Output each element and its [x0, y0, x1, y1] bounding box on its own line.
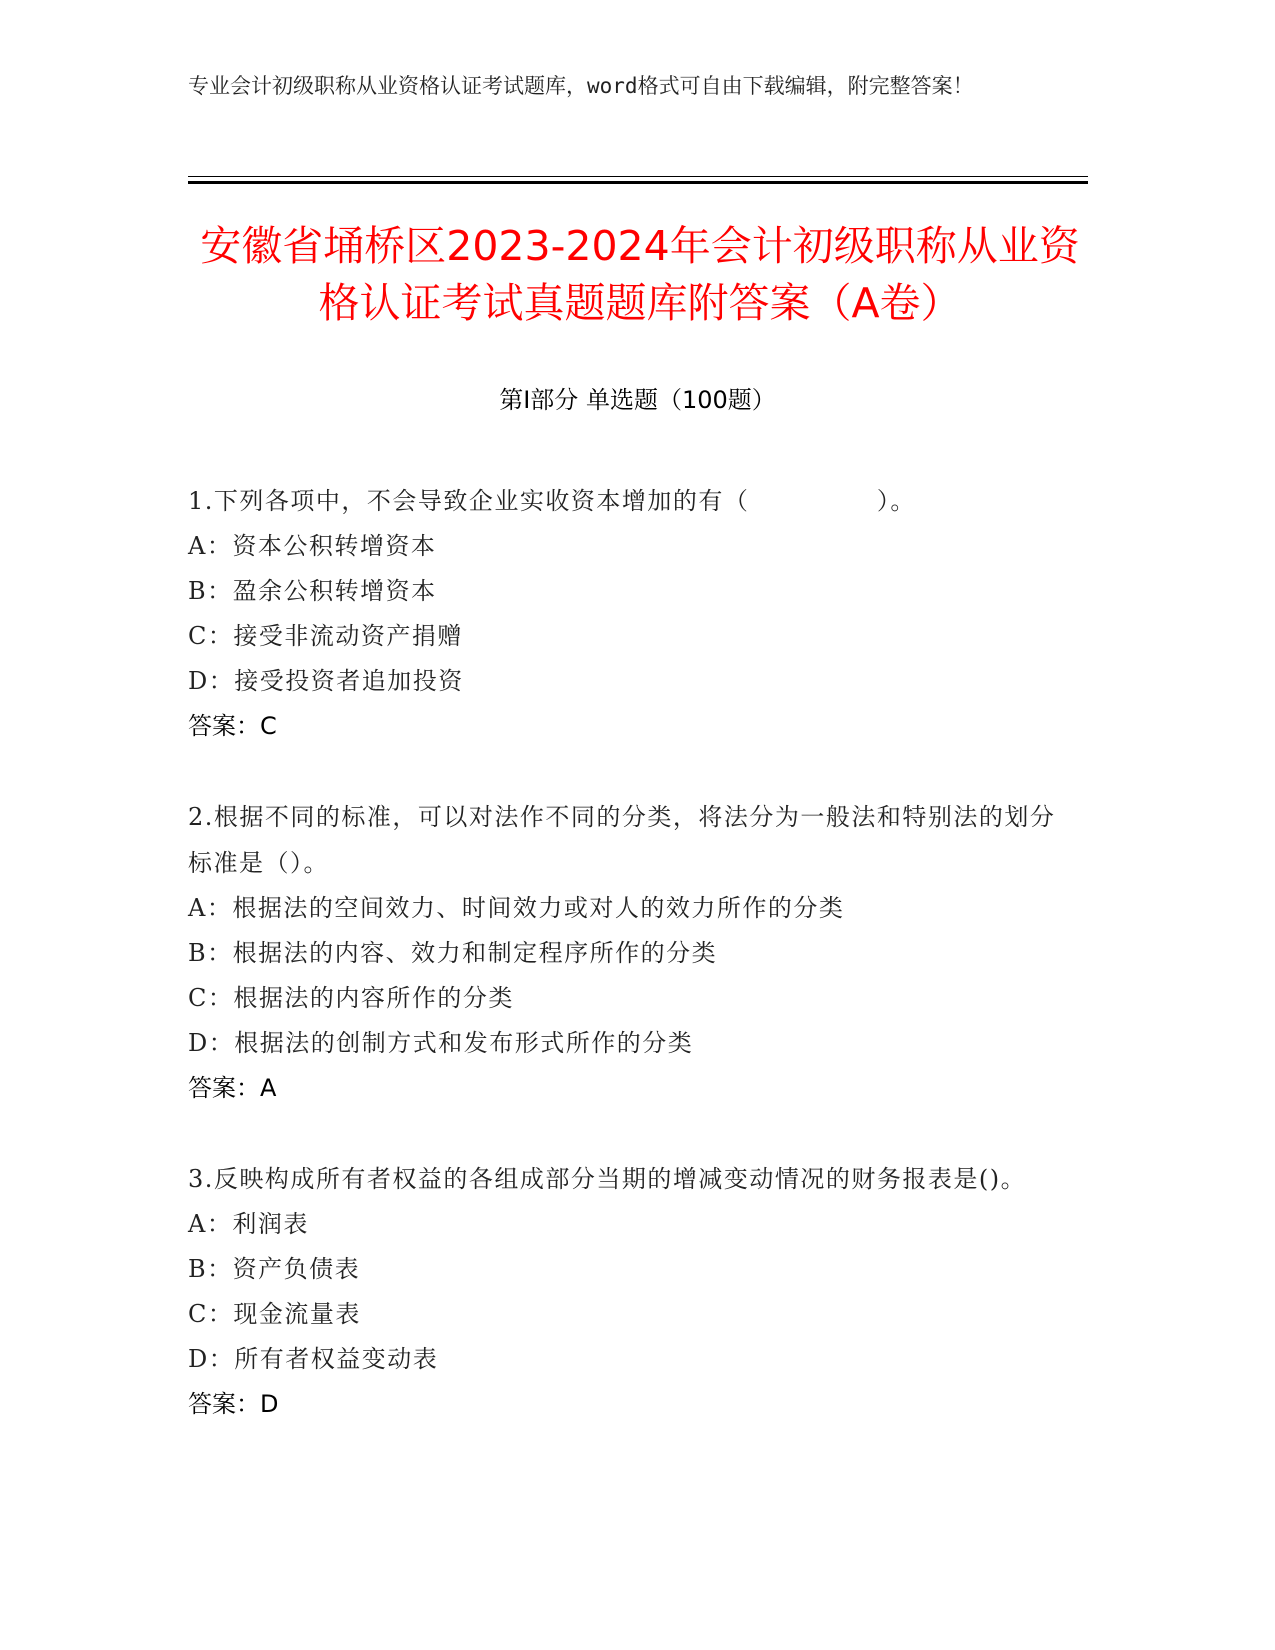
option-b: B：资产负债表: [188, 1255, 361, 1283]
option-b: B：根据法的内容、效力和制定程序所作的分类: [188, 939, 718, 967]
section-heading: 第I部分 单选题（100题）: [499, 386, 776, 414]
question-stem: 2.根据不同的标准，可以对法作不同的分类，将法分为一般法和特别法的划分标准是（）。: [188, 803, 1056, 877]
question-3: [188, 1156, 1068, 1427]
option-d: D：所有者权益变动表: [188, 1345, 439, 1373]
option-d: D：接受投资者追加投资: [188, 667, 464, 695]
header-divider-thick: [188, 181, 1088, 184]
answer-label: 答案：A: [188, 1074, 277, 1102]
option-b: B：盈余公积转增资本: [188, 577, 437, 605]
document-title: 安徽省埇桥区2023-2024年会计初级职称从业资格认证考试真题题库附答案（A卷）: [200, 222, 1080, 327]
question-2: [188, 794, 1068, 1111]
answer-label: 答案：C: [188, 712, 277, 740]
question-stem: 1.下列各项中，不会导致企业实收资本增加的有（ ）。: [188, 487, 916, 515]
question-stem: 3.反映构成所有者权益的各组成部分当期的增减变动情况的财务报表是()。: [188, 1165, 1027, 1193]
answer-label: 答案：D: [188, 1390, 279, 1418]
option-a: A：资本公积转增资本: [188, 532, 437, 560]
option-c: C：接受非流动资产捐赠: [188, 622, 463, 650]
option-a: A：根据法的空间效力、时间效力或对人的效力所作的分类: [188, 894, 845, 922]
question-list: [188, 478, 1068, 1472]
header-note: 专业会计初级职称从业资格认证考试题库，word格式可自由下载编辑，附完整答案！: [188, 74, 974, 98]
option-c: C：根据法的内容所作的分类: [188, 984, 514, 1012]
header-divider-thin: [188, 176, 1088, 177]
option-a: A：利润表: [188, 1210, 309, 1238]
option-d: D：根据法的创制方式和发布形式所作的分类: [188, 1029, 694, 1057]
question-1: [188, 478, 1068, 749]
option-c: C：现金流量表: [188, 1300, 361, 1328]
